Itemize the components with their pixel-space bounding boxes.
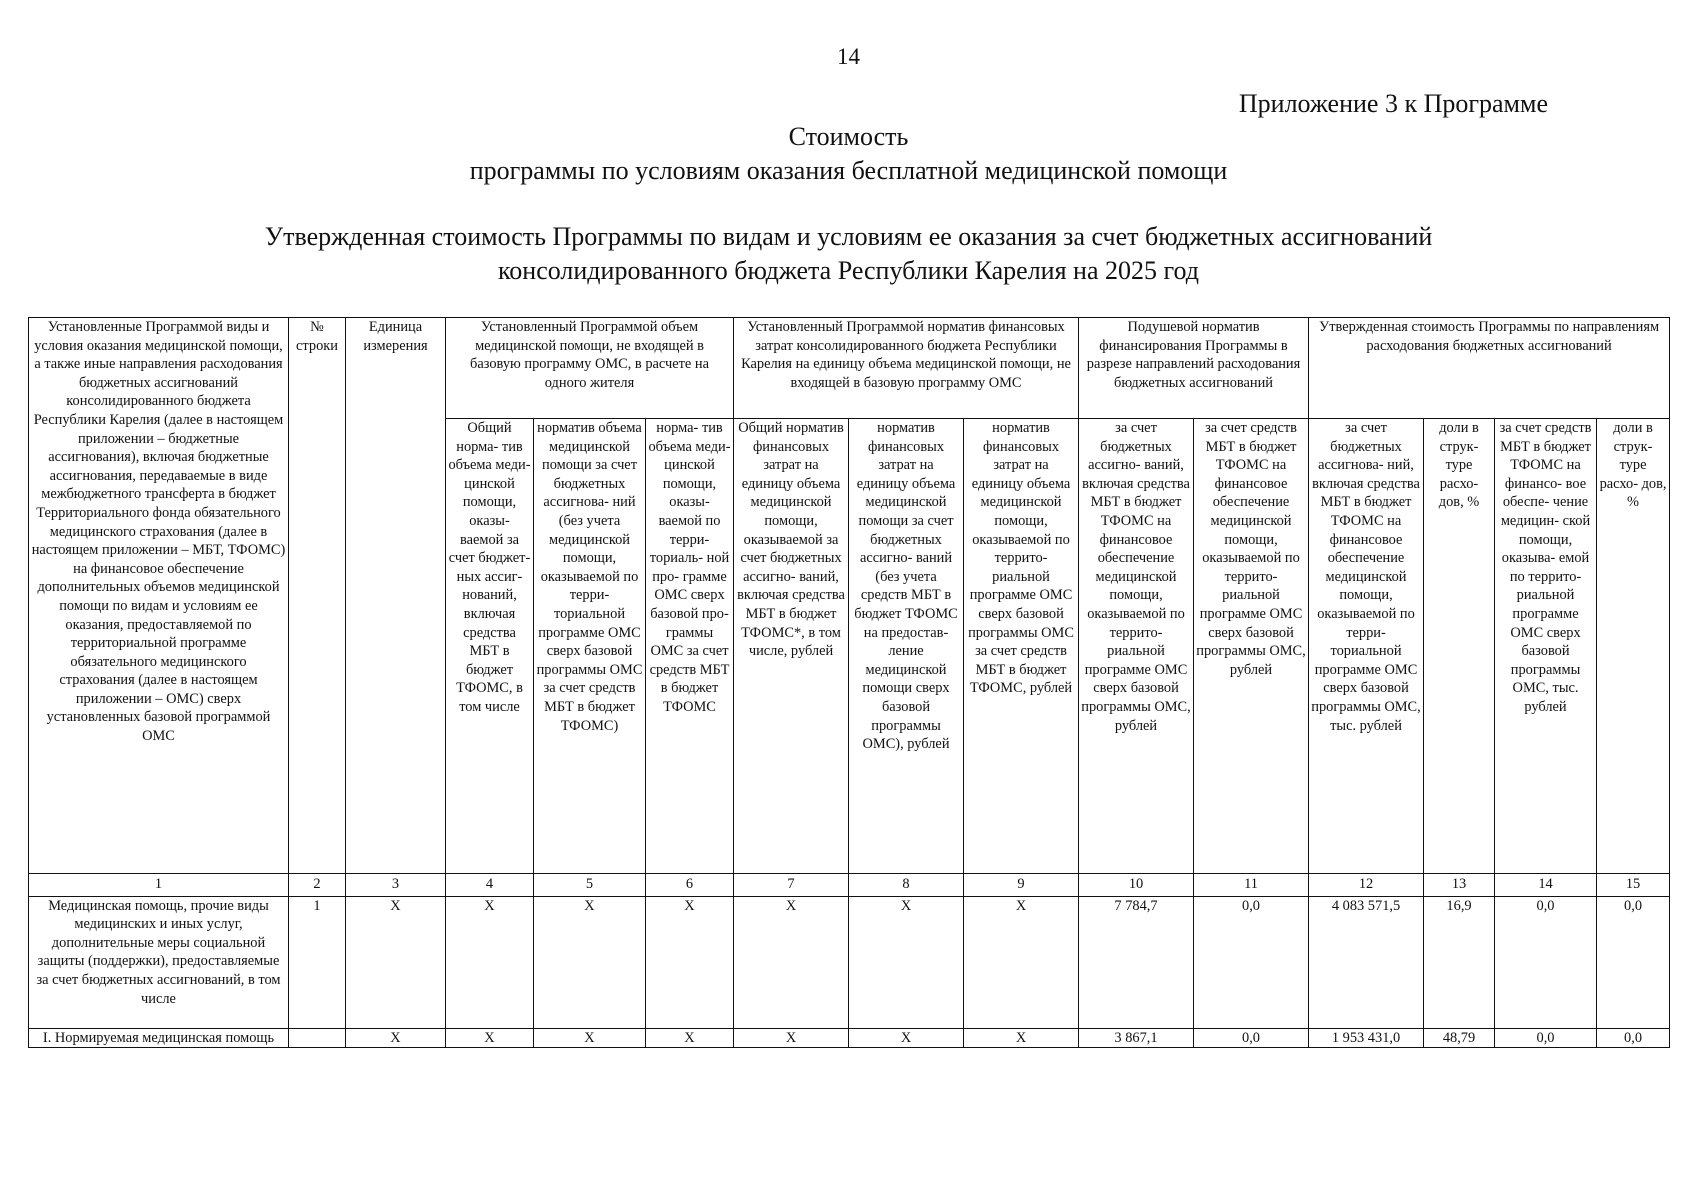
column-number: 7 xyxy=(734,874,849,897)
row-cell: Х xyxy=(446,1028,534,1048)
row-cell: 0,0 xyxy=(1194,1028,1309,1048)
row-cell: Х xyxy=(646,896,734,1028)
header-col-1: Установленные Программой виды и условия оказания медицинской помощи, а также иные направления расходования бюджетных ассигнований консолидированного бюджета Республики Карелия (далее в настоящем приложении – бюджетные ассигнования), включая бюджетные ассигнования, передаваемые в виде межбюджетного трансферта в бюджет Территориального фонда обязательного медицинского страхования (далее в настоящем приложении – МБТ, ТФОМС) на финансовое обеспечение дополнительных объемов медицинской помощи по видам и условиям ее оказания, предоставляемой по территориальной программе обязательного медицинского страхования (далее в настоящем приложении – ОМС) сверх установленных базовой программой ОМС xyxy=(29,318,289,874)
row-cell: Х xyxy=(734,1028,849,1048)
column-number: 9 xyxy=(964,874,1079,897)
row-name: I. Нормируемая медицинская помощь xyxy=(29,1028,289,1048)
row-unit: Х xyxy=(346,896,446,1028)
row-unit: Х xyxy=(346,1028,446,1048)
row-cell: Х xyxy=(849,1028,964,1048)
header-col-3: Единица измерения xyxy=(346,318,446,874)
subtitle-line-1: Утвержденная стоимость Программы по видам и условиям ее оказания за счет бюджетных ассигнований xyxy=(264,222,1433,251)
column-number: 3 xyxy=(346,874,446,897)
row-cell: 0,0 xyxy=(1597,896,1670,1028)
header-per-capita-group: Подушевой норматив финансирования Программы в разрезе направлений расходования бюджетных ассигнований xyxy=(1079,318,1309,419)
table-row xyxy=(29,1028,1670,1048)
row-cell: 0,0 xyxy=(1495,896,1597,1028)
subheader-col-14: за счет средств МБТ в бюджет ТФОМС на финансо- вое обеспе- чение медицин- ской помощи, оказыва- емой по террито- риальной программе ОМС сверх базовой программы ОМС, тыс. рублей xyxy=(1495,419,1597,874)
subheader-col-7: Общий норматив финансовых затрат на единицу объема медицинской помощи, оказываемой за счет бюджетных ассигно- ваний, включая средства МБТ в бюджет ТФОМС*, в том числе, рублей xyxy=(734,419,849,874)
column-number: 10 xyxy=(1079,874,1194,897)
subheader-col-8: норматив финансовых затрат на единицу объема медицинской помощи за счет бюджетных ассигно- ваний (без учета средств МБТ в бюджет ТФОМС на предостав- ление медицинской помощи сверх базовой программы ОМС), рублей xyxy=(849,419,964,874)
header-col-2: № строки xyxy=(289,318,346,874)
row-cell: 3 867,1 xyxy=(1079,1028,1194,1048)
page-number: 14 xyxy=(837,44,860,69)
header-row-groups xyxy=(29,318,1670,419)
subheader-col-9: норматив финансовых затрат на единицу объема медицинской помощи, оказываемой по террито- риальной программе ОМС сверх базовой программы ОМС за счет средств МБТ в бюджет ТФОМС, рублей xyxy=(964,419,1079,874)
row-cell: Х xyxy=(849,896,964,1028)
column-number: 15 xyxy=(1597,874,1670,897)
subheader-col-6: норма- тив объема меди- цинской помощи, оказы- ваемой по терри- ториаль- ной про- грамме ОМС сверх базовой про- граммы ОМС за счет средств МБТ в бюджет ТФОМС xyxy=(646,419,734,874)
cost-table xyxy=(28,317,1670,1048)
header-volume-group: Установленный Программой объем медицинской помощи, не входящей в базовую программу ОМС, в расчете на одного жителя xyxy=(446,318,734,419)
row-cell: 0,0 xyxy=(1194,896,1309,1028)
column-number-row xyxy=(29,874,1670,897)
column-number: 11 xyxy=(1194,874,1309,897)
row-cell: Х xyxy=(446,896,534,1028)
row-line-number xyxy=(289,1028,346,1048)
header-norm-group: Установленный Программой норматив финансовых затрат консолидированного бюджета Республики Карелия на единицу объема медицинской помощи, не входящей в базовую программу ОМС xyxy=(734,318,1079,419)
subheader-col-11: за счет средств МБТ в бюджет ТФОМС на финансовое обеспечение медицинской помощи, оказываемой по террито- риальной программе ОМС сверх базовой программы ОМС, рублей xyxy=(1194,419,1309,874)
row-cell: 7 784,7 xyxy=(1079,896,1194,1028)
row-cell: Х xyxy=(964,1028,1079,1048)
row-cell: 1 953 431,0 xyxy=(1309,1028,1424,1048)
row-cell: 48,79 xyxy=(1424,1028,1495,1048)
subtitle-line-2: консолидированного бюджета Республики Карелия на 2025 год xyxy=(497,256,1200,285)
header-cost-group: Утвержденная стоимость Программы по направлениям расходования бюджетных ассигнований xyxy=(1309,318,1670,419)
column-number: 4 xyxy=(446,874,534,897)
row-cell: Х xyxy=(734,896,849,1028)
column-number: 1 xyxy=(29,874,289,897)
row-cell: Х xyxy=(534,1028,646,1048)
column-number: 8 xyxy=(849,874,964,897)
subheader-col-10: за счет бюджетных ассигно- ваний, включая средства МБТ в бюджет ТФОМС на финансовое обеспечение медицинской помощи, оказываемой по террито- риальной программе ОМС сверх базовой программы ОМС, рублей xyxy=(1079,419,1194,874)
subheader-col-13: доли в струк- туре расхо- дов, % xyxy=(1424,419,1495,874)
table-row xyxy=(29,896,1670,1028)
appendix-label: Приложение 3 к Программе xyxy=(1238,89,1548,118)
row-line-number: 1 xyxy=(289,896,346,1028)
subheader-col-15: доли в струк- туре расхо- дов, % xyxy=(1597,419,1670,874)
row-cell: 16,9 xyxy=(1424,896,1495,1028)
table-subtitle xyxy=(0,220,1697,288)
row-cell: 0,0 xyxy=(1597,1028,1670,1048)
document-title xyxy=(0,120,1697,188)
column-number: 13 xyxy=(1424,874,1495,897)
row-cell: Х xyxy=(534,896,646,1028)
column-number: 14 xyxy=(1495,874,1597,897)
title-line-1: Стоимость xyxy=(788,122,909,151)
column-number: 12 xyxy=(1309,874,1424,897)
column-number: 6 xyxy=(646,874,734,897)
column-number: 2 xyxy=(289,874,346,897)
row-cell: Х xyxy=(964,896,1079,1028)
title-line-2: программы по условиям оказания бесплатной медицинской помощи xyxy=(469,156,1228,185)
row-name: Медицинская помощь, прочие виды медицинских и иных услуг, дополнительные меры социальной защиты (поддержки), предоставляемые за счет бюджетных ассигнований, в том числе xyxy=(29,896,289,1028)
row-cell: 4 083 571,5 xyxy=(1309,896,1424,1028)
subheader-col-12: за счет бюджетных ассигнова- ний, включая средства МБТ в бюджет ТФОМС на финансовое обеспечение медицинской помощи, оказываемой по терри- ториальной программе ОМС сверх базовой программы ОМС, тыс. рублей xyxy=(1309,419,1424,874)
row-cell: 0,0 xyxy=(1495,1028,1597,1048)
row-cell: Х xyxy=(646,1028,734,1048)
column-number: 5 xyxy=(534,874,646,897)
subheader-col-4: Общий норма- тив объема меди- цинской помощи, оказы- ваемой за счет бюджет- ных ассиг- нований, включая средства МБТ в бюджет ТФОМС, в том числе xyxy=(446,419,534,874)
subheader-col-5: норматив объема медицинской помощи за счет бюджетных ассигнова- ний (без учета медицинской помощи, оказываемой по терри- ториальной программе ОМС сверх базовой программы ОМС за счет средств МБТ в бюджет ТФОМС) xyxy=(534,419,646,874)
